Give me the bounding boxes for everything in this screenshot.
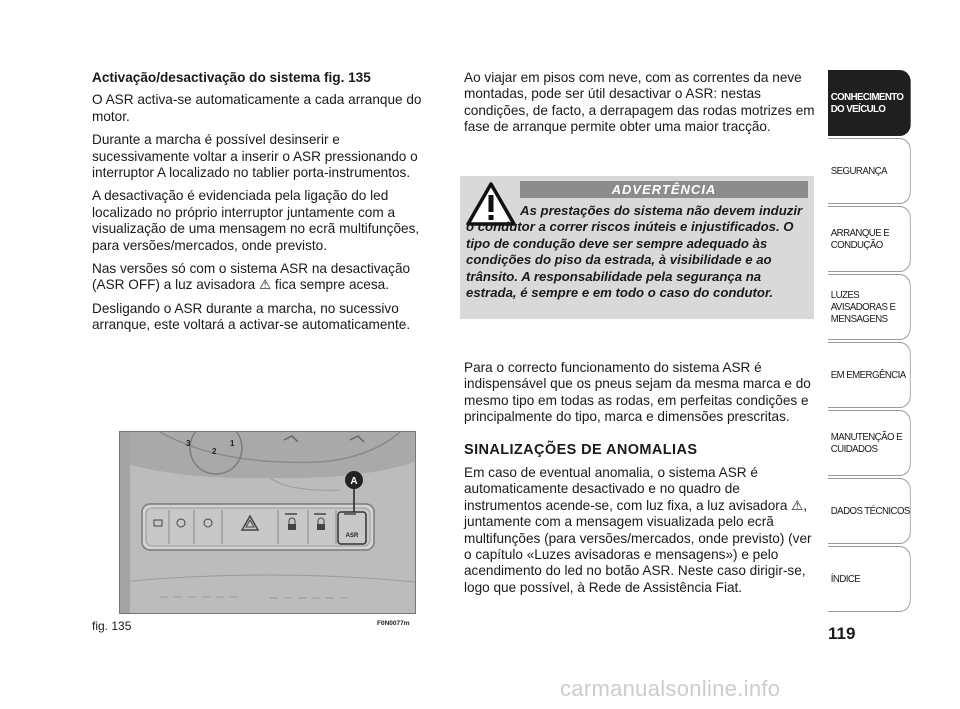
gear-number-3: 3 [186,439,191,448]
tab-indice[interactable]: ÍNDICE [828,546,911,612]
figure-code: F0N0077m [377,620,410,627]
left-column [92,70,440,341]
tab-manutencao[interactable]: MANUTENÇÃO E CUIDADOS [828,410,911,476]
section-title: Activação/desactivação do sistema fig. 135 [92,70,371,85]
tab-luzes[interactable]: LUZES AVISADORAS E MENSAGENS [828,274,911,340]
paragraph-asr-off: Nas versões só com o sistema ASR na desactivação (ASR OFF) a luz avisadora ⚠ fica sempre acesa. [92,261,411,293]
dashboard-illustration [120,432,415,613]
paragraph-asr-restart: Desligando o ASR durante a marcha, no sucessivo arranque, este voltará a activar-se automaticamente. [92,300,411,333]
tab-arranque[interactable]: ARRANQUE E CONDUÇÃO [828,206,911,272]
right-column-intro [464,70,816,136]
anomalies-heading: SINALIZAÇÕES DE ANOMALIAS [464,442,698,458]
paragraph-snow: Ao viajar em pisos com neve, com as correntes da neve montadas, pode ser útil desactivar o ASR: nestas condições, de facto, a derrapagem das rodas motrizes em fase de arranque permite obter uma maior tracção. [464,70,815,135]
tab-dados[interactable]: DADOS TÉCNICOS [828,478,911,544]
figure-dashboard-switches [119,431,416,614]
tab-emergencia[interactable]: EM EMERGÊNCIA [828,342,911,408]
asr-button-label: ASR [345,533,359,539]
figure-caption: fig. 135 [92,619,132,633]
gear-number-2: 2 [212,447,217,456]
warning-title: ADVERTÊNCIA [520,181,808,198]
watermark: carmanualsonline.info [560,676,781,701]
paragraph-asr-toggle: Durante a marcha é possível desinserir e sucessivamente voltar a inserir o ASR pressionando o interruptor A localizado no tablier porta-instrumentos. [92,132,418,181]
paragraph-anomalies: Em caso de eventual anomalia, o sistema ASR é automaticamente desactivado e no quadro de instrumentos acende-se, com luz fixa, a luz avisadora ⚠, juntamente com a mensagem visualizada pelo ecrã multifunções (para versões/mercados, onde previsto) (ver o capítulo «Luzes avisadoras e mensagens») e pelo acendimento do led no botão ASR. Neste caso dirigir-se, logo que possível, à Rede de Assistência Fiat. [464,465,812,595]
page-number: 119 [828,624,856,643]
warning-text: As prestações do sistema não devem induzir o condutor a correr riscos inúteis e injustificados. O tipo de condução deve ser sempre adequado às condições do piso da estrada, à visibilidade e ao trânsito. A responsabilidade pela segurança na estrada, é sempre e em todo o caso do condutor. [466,203,803,301]
callout-a-label: A [350,476,358,487]
tab-conhecimento[interactable]: CONHECIMENTO DO VEÍCULO [828,70,911,136]
paragraph-tyres: Para o correcto funcionamento do sistema ASR é indispensável que os pneus sejam da mesma marca e do mesmo tipo em todas as rodas, em perfeitas condições e principalmente do tipo, marca e dimensões prescritas. [464,360,811,425]
warning-box [460,176,814,319]
tab-seguranca[interactable]: SEGURANÇA [828,138,911,204]
paragraph-asr-auto: O ASR activa-se automaticamente a cada arranque do motor. [92,92,422,124]
gear-number-1: 1 [230,439,235,448]
paragraph-asr-led: A desactivação é evidenciada pela ligação do led localizado no próprio interruptor juntamente com a visualização de uma mensagem no ecrã multifunções, para versões/mercados, onde previsto. [92,188,420,253]
